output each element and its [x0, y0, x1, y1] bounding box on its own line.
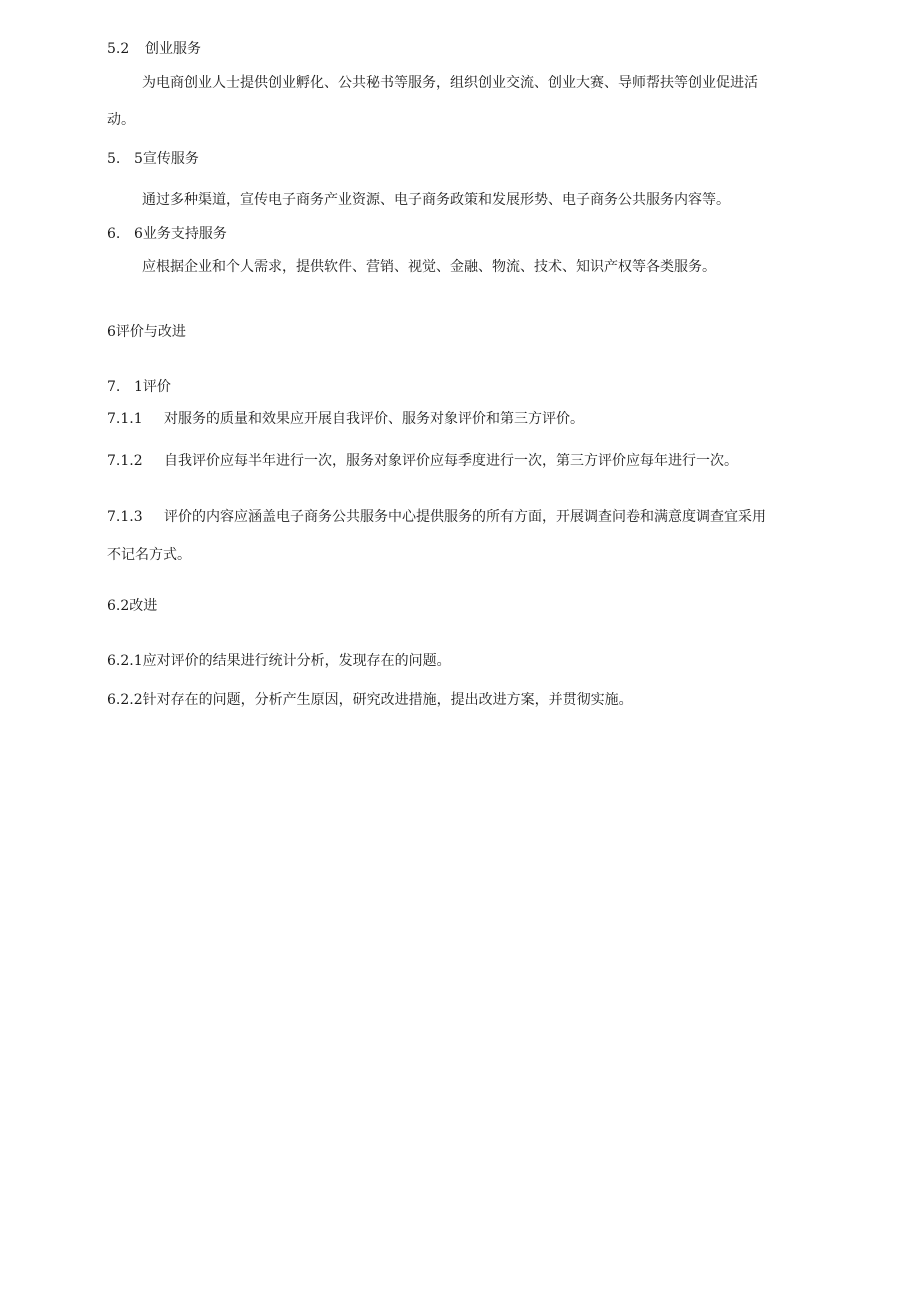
section-number: 5. [107, 151, 121, 167]
clause-7-1-3 [107, 508, 766, 526]
clause-text: 评价的内容应涵盖电子商务公共服务中心提供服务的所有方面，开展调查问卷和满意度调查宜采用 [164, 509, 766, 525]
section-title: 5宣传服务 [134, 151, 199, 167]
paragraph-5-5: 通过多种渠道，宣传电子商务产业资源、电子商务政策和发展形势、电子商务公共服务内容等。 [142, 192, 730, 208]
paragraph-5-2-line2: 动。 [107, 112, 135, 128]
section-title: 6业务支持服务 [134, 226, 227, 242]
paragraph-5-2-line1: 为电商创业人士提供创业孵化、公共秘书等服务，组织创业交流、创业大赛、导师帮扶等创业促进活 [142, 75, 758, 91]
clause-7-1-1 [107, 410, 584, 428]
clause-7-1-3-continuation: 不记名方式。 [107, 547, 191, 563]
chapter-heading-6: 6评价与改进 [107, 324, 186, 340]
section-heading-5-5 [107, 150, 199, 168]
section-title: 创业服务 [145, 41, 201, 57]
clause-6-2-2: 6.2.2针对存在的问题，分析产生原因，研究改进措施，提出改进方案，并贯彻实施。 [107, 692, 633, 708]
clause-7-1-2 [107, 452, 738, 470]
paragraph-5-6: 应根据企业和个人需求，提供软件、营销、视觉、金融、物流、技术、知识产权等各类服务。 [142, 259, 716, 275]
section-title: 1评价 [134, 379, 171, 395]
section-number: 7. [107, 379, 121, 395]
clause-number: 7.1.2 [107, 453, 143, 469]
section-number: 5.2 [107, 41, 130, 57]
clause-text: 自我评价应每半年进行一次，服务对象评价应每季度进行一次，第三方评价应每年进行一次。 [164, 453, 738, 469]
clause-number: 7.1.1 [107, 411, 143, 427]
section-heading-5-2 [107, 40, 201, 58]
section-heading-5-6 [107, 225, 227, 243]
clause-text: 对服务的质量和效果应开展自我评价、服务对象评价和第三方评价。 [164, 411, 584, 427]
clause-6-2-1: 6.2.1应对评价的结果进行统计分析，发现存在的问题。 [107, 653, 451, 669]
section-number: 6. [107, 226, 121, 242]
section-heading-6-2: 6.2改进 [107, 598, 158, 614]
clause-number: 7.1.3 [107, 509, 143, 525]
section-heading-7-1 [107, 378, 171, 396]
